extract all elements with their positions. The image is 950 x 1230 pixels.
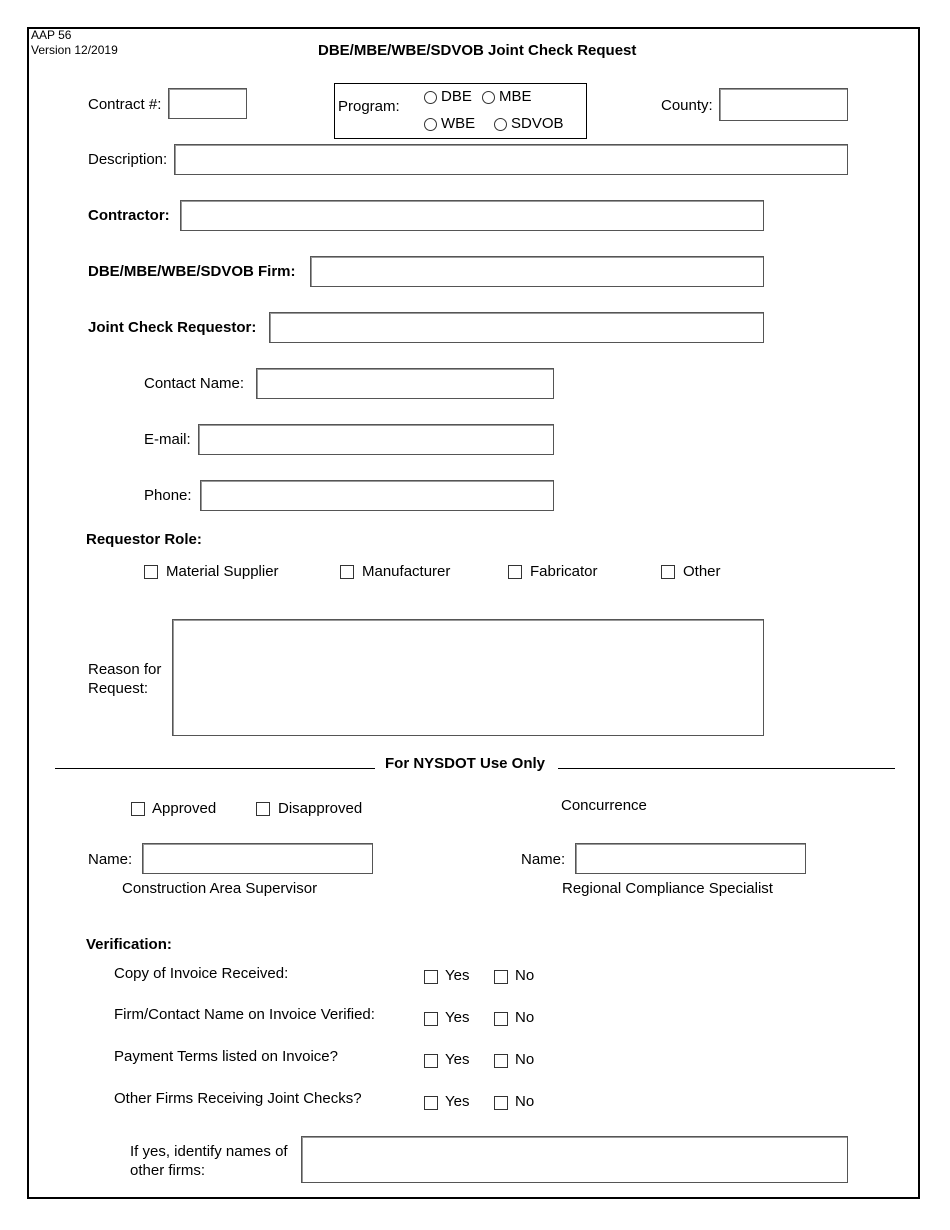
email-input[interactable] — [198, 424, 554, 455]
contract-label: Contract #: — [88, 96, 162, 113]
yes-label: Yes — [445, 967, 470, 984]
no-label: No — [515, 1009, 535, 1026]
name-verified-yes-checkbox[interactable] — [424, 1012, 438, 1026]
other-firms-yes-checkbox[interactable] — [424, 1096, 438, 1110]
firm-input[interactable] — [310, 256, 764, 287]
other-firms-no-checkbox[interactable] — [494, 1096, 508, 1110]
no-label: No — [515, 1093, 535, 1110]
requestor-label: Joint Check Requestor: — [88, 319, 257, 336]
form-id: AAP 56 — [31, 28, 72, 42]
role-material-supplier-label: Material Supplier — [166, 563, 279, 580]
yes-label: Yes — [445, 1051, 470, 1068]
description-input[interactable] — [174, 144, 848, 175]
no-label: No — [515, 1051, 535, 1068]
county-label: County: — [661, 97, 713, 114]
program-radio-wbe[interactable] — [424, 118, 437, 131]
payment-terms-yes-checkbox[interactable] — [424, 1054, 438, 1068]
yes-label: Yes — [445, 1009, 470, 1026]
approved-checkbox[interactable] — [131, 802, 145, 816]
invoice-received-no-checkbox[interactable] — [494, 970, 508, 984]
contact-name-label: Contact Name: — [144, 375, 245, 392]
requestor-role-heading: Requestor Role: — [86, 531, 202, 548]
program-radio-sdvob[interactable] — [494, 118, 507, 131]
specialist-name-label: Name: — [521, 851, 566, 868]
no-label: No — [515, 967, 535, 984]
specialist-caption: Regional Compliance Specialist — [562, 880, 773, 897]
role-material-supplier-checkbox[interactable] — [144, 565, 158, 579]
reason-label-line2: Request: — [88, 680, 149, 697]
name-verified-no-checkbox[interactable] — [494, 1012, 508, 1026]
disapproved-label: Disapproved — [278, 800, 363, 817]
form-version: Version 12/2019 — [31, 43, 118, 57]
county-input[interactable] — [719, 88, 848, 121]
verification-question: Firm/Contact Name on Invoice Verified: — [114, 1006, 375, 1023]
section-divider-right — [558, 768, 895, 769]
other-firms-label-line2: other firms: — [130, 1162, 206, 1179]
verification-question: Payment Terms listed on Invoice? — [114, 1048, 338, 1065]
description-label: Description: — [88, 151, 168, 168]
program-radio-dbe[interactable] — [424, 91, 437, 104]
reason-textarea[interactable] — [172, 619, 764, 736]
role-other-checkbox[interactable] — [661, 565, 675, 579]
specialist-name-input[interactable] — [575, 843, 806, 874]
supervisor-caption: Construction Area Supervisor — [122, 880, 318, 897]
phone-label: Phone: — [144, 487, 192, 504]
page-title: DBE/MBE/WBE/SDVOB Joint Check Request — [318, 42, 637, 59]
reason-label-line1: Reason for — [88, 661, 162, 678]
role-other-label: Other — [683, 563, 721, 580]
role-fabricator-label: Fabricator — [530, 563, 598, 580]
email-label: E-mail: — [144, 431, 191, 448]
firm-label: DBE/MBE/WBE/SDVOB Firm: — [88, 263, 296, 280]
requestor-input[interactable] — [269, 312, 764, 343]
program-option-dbe: DBE — [441, 88, 472, 105]
program-option-sdvob: SDVOB — [511, 115, 564, 132]
payment-terms-no-checkbox[interactable] — [494, 1054, 508, 1068]
invoice-received-yes-checkbox[interactable] — [424, 970, 438, 984]
section-divider-left — [55, 768, 375, 769]
phone-input[interactable] — [200, 480, 554, 511]
role-manufacturer-checkbox[interactable] — [340, 565, 354, 579]
supervisor-name-input[interactable] — [142, 843, 373, 874]
yes-label: Yes — [445, 1093, 470, 1110]
contractor-label: Contractor: — [88, 207, 170, 224]
role-fabricator-checkbox[interactable] — [508, 565, 522, 579]
contract-input[interactable] — [168, 88, 247, 119]
program-label: Program: — [338, 98, 400, 115]
supervisor-name-label: Name: — [88, 851, 133, 868]
approved-label: Approved — [152, 800, 217, 817]
contact-name-input[interactable] — [256, 368, 554, 399]
role-manufacturer-label: Manufacturer — [362, 563, 451, 580]
verification-question: Copy of Invoice Received: — [114, 965, 289, 982]
other-firms-label-line1: If yes, identify names of — [130, 1143, 288, 1160]
program-option-wbe: WBE — [441, 115, 476, 132]
disapproved-checkbox[interactable] — [256, 802, 270, 816]
other-firms-textarea[interactable] — [301, 1136, 848, 1183]
program-radio-mbe[interactable] — [482, 91, 495, 104]
contractor-input[interactable] — [180, 200, 764, 231]
program-option-mbe: MBE — [499, 88, 532, 105]
nysdot-heading: For NYSDOT Use Only — [385, 755, 546, 772]
concurrence-label: Concurrence — [561, 797, 647, 814]
verification-question: Other Firms Receiving Joint Checks? — [114, 1090, 362, 1107]
verification-heading: Verification: — [86, 936, 172, 953]
